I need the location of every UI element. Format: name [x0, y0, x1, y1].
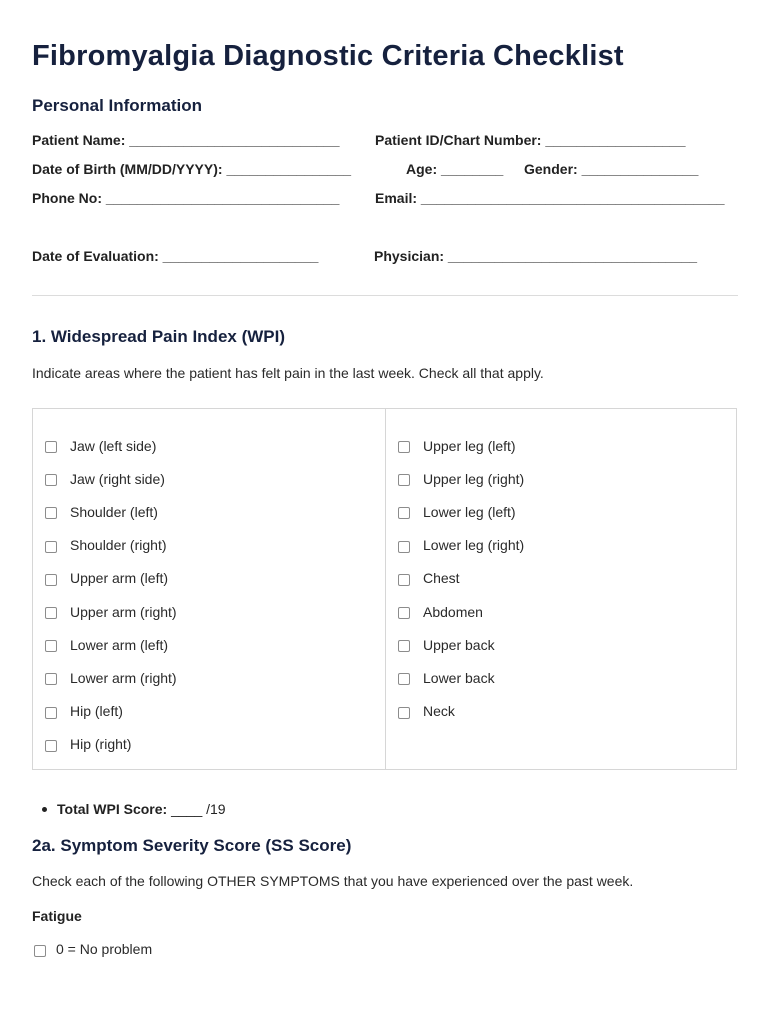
fatigue-option-0[interactable] [34, 941, 152, 957]
wpi-item-label: Shoulder (right) [70, 537, 167, 554]
gender-field[interactable]: Gender: _______________ [524, 161, 699, 177]
checkbox[interactable] [398, 541, 410, 553]
wpi-item-label: Hip (left) [70, 703, 123, 720]
wpi-item-label: Chest [423, 570, 460, 587]
wpi-item[interactable] [45, 661, 177, 694]
checkbox[interactable] [45, 541, 57, 553]
ss-instruction: Check each of the following OTHER SYMPTOMS that you have experienced over the past week. [32, 873, 634, 889]
wpi-item[interactable] [45, 595, 177, 628]
wpi-item[interactable] [398, 595, 524, 628]
email-field[interactable]: Email: _______________________________________ [375, 190, 725, 206]
fatigue-option-label: 0 = No problem [56, 941, 153, 957]
checkbox[interactable] [398, 640, 410, 652]
checkbox[interactable] [398, 607, 410, 619]
wpi-total-label: Total WPI Score: [57, 801, 168, 817]
wpi-item-label: Jaw (right side) [70, 470, 165, 487]
wpi-item-label: Jaw (left side) [70, 437, 157, 454]
page-title: Fibromyalgia Diagnostic Criteria Checklist [32, 40, 624, 72]
checkbox[interactable] [398, 507, 410, 519]
wpi-item[interactable] [398, 495, 524, 528]
age-field[interactable]: Age: ________ [406, 161, 504, 177]
wpi-item-label: Abdomen [423, 603, 483, 620]
checkbox[interactable] [45, 507, 57, 519]
fatigue-label: Fatigue [32, 908, 82, 924]
wpi-item[interactable] [45, 562, 177, 595]
wpi-item-label: Upper leg (right) [423, 470, 525, 487]
wpi-item-label: Upper leg (left) [423, 437, 516, 454]
ss-heading: 2a. Symptom Severity Score (SS Score) [32, 836, 352, 855]
checkbox[interactable] [398, 574, 410, 586]
checkbox[interactable] [45, 640, 57, 652]
phone-field[interactable]: Phone No: ______________________________ [32, 190, 340, 206]
checkbox[interactable] [45, 574, 57, 586]
dob-field[interactable]: Date of Birth (MM/DD/YYYY): ________________ [32, 161, 352, 177]
wpi-item-label: Lower arm (right) [70, 669, 177, 686]
wpi-item[interactable] [45, 495, 177, 528]
wpi-item-label: Neck [423, 703, 455, 720]
wpi-right-column [398, 429, 524, 728]
wpi-heading: 1. Widespread Pain Index (WPI) [32, 327, 286, 346]
checkbox[interactable] [398, 707, 410, 719]
checkbox[interactable] [45, 707, 57, 719]
evaluation-date-field[interactable]: Date of Evaluation: ____________________ [32, 248, 319, 264]
wpi-item-label: Upper back [423, 636, 495, 653]
checkbox[interactable] [45, 740, 57, 752]
wpi-item[interactable] [398, 462, 524, 495]
wpi-item-label: Lower arm (left) [70, 636, 169, 653]
wpi-item[interactable] [398, 661, 524, 694]
wpi-item[interactable] [45, 429, 177, 462]
checkbox[interactable] [45, 607, 57, 619]
checkbox[interactable] [398, 474, 410, 486]
checkbox[interactable] [34, 945, 46, 957]
checkbox[interactable] [45, 673, 57, 685]
wpi-item[interactable] [398, 628, 524, 661]
checkbox[interactable] [398, 673, 410, 685]
wpi-item[interactable] [45, 728, 177, 761]
wpi-item[interactable] [398, 562, 524, 595]
bullet-dot [42, 807, 47, 812]
wpi-item[interactable] [398, 695, 524, 728]
wpi-item-label: Lower leg (left) [423, 503, 516, 520]
wpi-item-label: Upper arm (left) [70, 570, 169, 587]
wpi-item[interactable] [45, 529, 177, 562]
wpi-item[interactable] [45, 462, 177, 495]
wpi-checklist-grid [32, 408, 737, 770]
patient-id-field[interactable]: Patient ID/Chart Number: __________________ [375, 132, 686, 148]
checkbox[interactable] [45, 474, 57, 486]
wpi-total-score[interactable] [42, 801, 226, 817]
patient-name-field[interactable]: Patient Name: ___________________________ [32, 132, 340, 148]
checkbox[interactable] [398, 441, 410, 453]
wpi-item[interactable] [398, 429, 524, 462]
wpi-item[interactable] [398, 529, 524, 562]
wpi-item-label: Hip (right) [70, 736, 132, 753]
wpi-item-label: Upper arm (right) [70, 603, 177, 620]
wpi-item[interactable] [45, 695, 177, 728]
checkbox[interactable] [45, 441, 57, 453]
grid-divider [385, 409, 386, 769]
wpi-item-label: Shoulder (left) [70, 503, 158, 520]
wpi-left-column [45, 429, 177, 761]
section-divider [32, 295, 738, 296]
wpi-instruction: Indicate areas where the patient has felt pain in the last week. Check all that apply. [32, 365, 544, 381]
wpi-item-label: Lower leg (right) [423, 537, 525, 554]
personal-info-heading: Personal Information [32, 96, 203, 115]
wpi-item[interactable] [45, 628, 177, 661]
wpi-total-blank: ____ /19 [167, 801, 226, 817]
wpi-item-label: Lower back [423, 669, 495, 686]
physician-field[interactable]: Physician: ________________________________ [374, 248, 698, 264]
